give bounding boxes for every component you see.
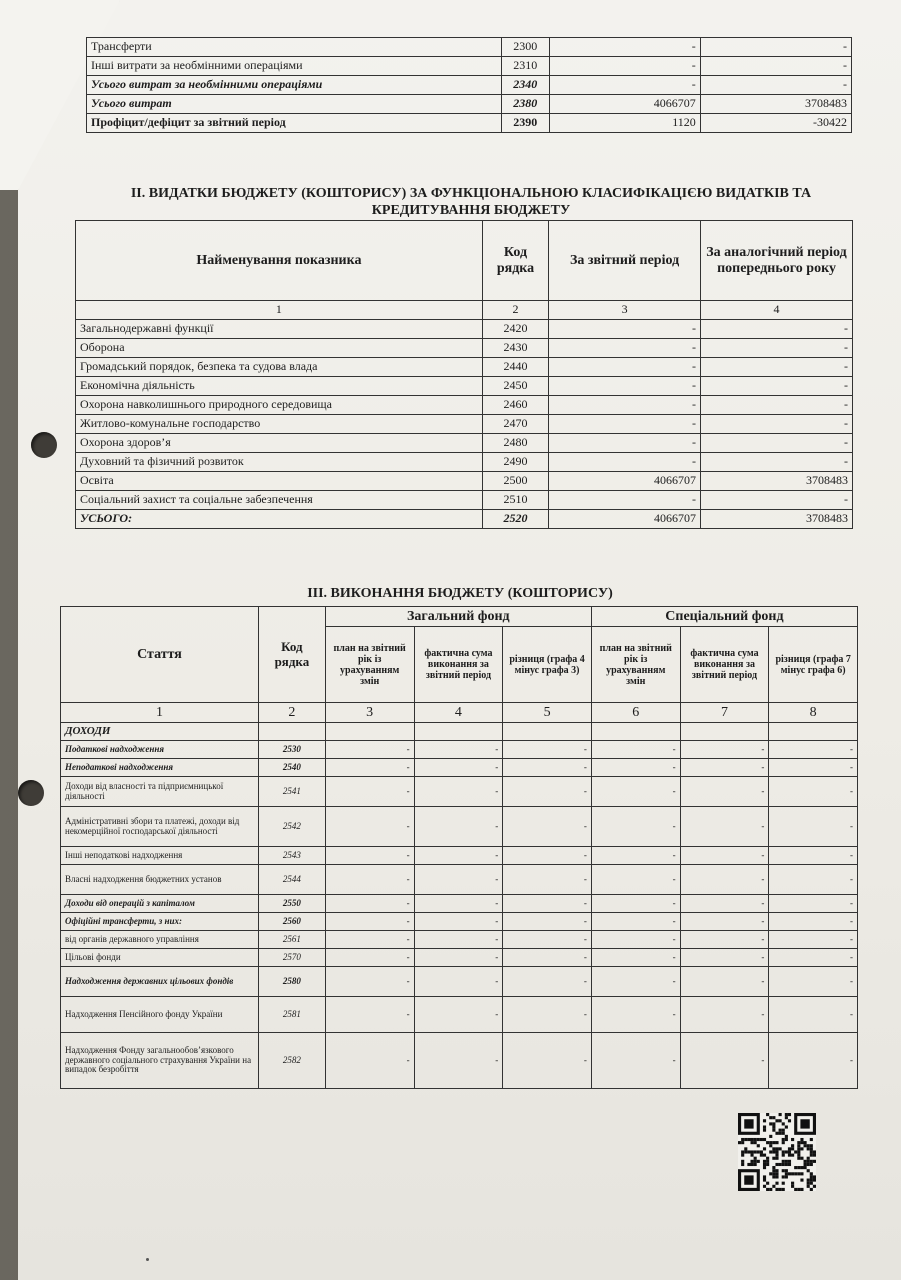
- cell-value: -: [591, 807, 680, 847]
- table-row: [61, 931, 858, 949]
- cell-code: 2470: [482, 415, 548, 434]
- cell-name: Оборона: [76, 339, 483, 358]
- table-row: [87, 95, 852, 114]
- cell-article: від органів державного управління: [61, 931, 259, 949]
- cell-name: Профіцит/дефіцит за звітний період: [87, 114, 502, 133]
- cell-value: -: [591, 759, 680, 777]
- colnum: 3: [549, 301, 701, 320]
- header-diff-special: різниця (графа 7 мінус графа 6): [769, 627, 858, 703]
- cell-value: -: [503, 931, 592, 949]
- cell-value: -: [591, 913, 680, 931]
- cell-value: -: [325, 949, 414, 967]
- cell-prev: -: [701, 320, 853, 339]
- cell-name: Духовний та фізичний розвиток: [76, 453, 483, 472]
- header-plan-special: план на звітний рік із урахуванням змін: [591, 627, 680, 703]
- qr-code: [738, 1111, 816, 1193]
- cell-value: -: [325, 741, 414, 759]
- cell-value: -: [591, 777, 680, 807]
- colnum: 6: [591, 703, 680, 723]
- cell-value: -: [325, 997, 414, 1033]
- cell-value: -: [503, 759, 592, 777]
- table-row: [87, 76, 852, 95]
- cell-cur: -: [549, 38, 700, 57]
- colnum: 1: [61, 703, 259, 723]
- table-row: [61, 807, 858, 847]
- cell-code: 2544: [259, 865, 326, 895]
- cell-value: -: [325, 913, 414, 931]
- cell-cur: -: [549, 377, 701, 396]
- table-row: [76, 434, 853, 453]
- cell-code: 2543: [259, 847, 326, 865]
- table-row: [61, 967, 858, 997]
- header-name: Найменування показника: [76, 221, 483, 301]
- cell-prev: -: [701, 415, 853, 434]
- cell-code: 2310: [501, 57, 549, 76]
- cell-code: 2460: [482, 396, 548, 415]
- table-row: [61, 847, 858, 865]
- cell-value: -: [769, 949, 858, 967]
- punch-hole-top: [31, 432, 57, 458]
- cell-cur: -: [549, 415, 701, 434]
- cell-value: -: [414, 865, 503, 895]
- cell-value: -: [414, 1033, 503, 1089]
- cell-value: -: [591, 865, 680, 895]
- cell-cur: 1120: [549, 114, 700, 133]
- cell-value: -: [414, 949, 503, 967]
- cell-value: -: [680, 741, 769, 759]
- cell-value: -: [591, 895, 680, 913]
- total-row: [76, 510, 853, 529]
- cell-prev: 3708483: [701, 472, 853, 491]
- cell-value: -: [591, 997, 680, 1033]
- cell-value: -: [503, 949, 592, 967]
- cell-value: -: [503, 997, 592, 1033]
- cell-value: -: [680, 913, 769, 931]
- colnum: 4: [414, 703, 503, 723]
- cell-value: -: [325, 895, 414, 913]
- cell-value: -: [591, 741, 680, 759]
- cell-value: -: [325, 777, 414, 807]
- header-previous: За аналогічний період попереднього року: [701, 221, 853, 301]
- cell-value: -: [680, 967, 769, 997]
- cell-prev: -: [700, 76, 851, 95]
- cell-name: Загальнодержавні функції: [76, 320, 483, 339]
- cell-code: 2561: [259, 931, 326, 949]
- cell-name: Охорона здоров’я: [76, 434, 483, 453]
- cell-value: -: [414, 807, 503, 847]
- speck: [146, 1258, 149, 1261]
- cell-code: 2530: [259, 741, 326, 759]
- cell-value: -: [680, 807, 769, 847]
- colnum: 5: [503, 703, 592, 723]
- cell-code: 2390: [501, 114, 549, 133]
- cell-cur: -: [549, 434, 701, 453]
- cell-article: Податкові надходження: [61, 741, 259, 759]
- cell-article: Цільові фонди: [61, 949, 259, 967]
- colnum: 2: [259, 703, 326, 723]
- cell-value: -: [414, 847, 503, 865]
- cell-value: -: [680, 847, 769, 865]
- cell-name: Громадський порядок, безпека та судова влада: [76, 358, 483, 377]
- table-row: [61, 741, 858, 759]
- header-diff-general: різниця (графа 4 мінус графа 3): [503, 627, 592, 703]
- cell-code: 2570: [259, 949, 326, 967]
- header-current: За звітний період: [549, 221, 701, 301]
- cell-value: -: [680, 777, 769, 807]
- table-row: [61, 865, 858, 895]
- cell-value: -: [503, 777, 592, 807]
- cell-value: -: [680, 865, 769, 895]
- cell-prev: -30422: [700, 114, 851, 133]
- budget-execution-table: [60, 606, 858, 1089]
- cell-value: -: [503, 1033, 592, 1089]
- cell-article: Доходи від операцій з капіталом: [61, 895, 259, 913]
- cell-value: -: [503, 847, 592, 865]
- cell-code: 2380: [501, 95, 549, 114]
- table-row: [76, 396, 853, 415]
- cell-prev: -: [701, 339, 853, 358]
- cell-value: -: [503, 865, 592, 895]
- cell-value: -: [503, 913, 592, 931]
- cell-code: 2550: [259, 895, 326, 913]
- table-row: [61, 949, 858, 967]
- cell-value: -: [769, 777, 858, 807]
- functional-classification-table: [75, 220, 853, 529]
- cell-code: 2340: [501, 76, 549, 95]
- table-row: [76, 339, 853, 358]
- cell-name: Житлово-комунальне господарство: [76, 415, 483, 434]
- cell-value: -: [769, 865, 858, 895]
- cell-article: Власні надходження бюджетних установ: [61, 865, 259, 895]
- header-code: Код рядка: [259, 607, 326, 703]
- cell-article: Надходження державних цільових фондів: [61, 967, 259, 997]
- colnum: 1: [76, 301, 483, 320]
- expenses-summary-table: [86, 37, 852, 133]
- cell-cur: 4066707: [549, 472, 701, 491]
- table-row: [87, 57, 852, 76]
- table-row: [61, 759, 858, 777]
- cell-prev: -: [701, 453, 853, 472]
- cell-code: 2541: [259, 777, 326, 807]
- cell-value: -: [680, 949, 769, 967]
- table-row: [76, 358, 853, 377]
- cell-name: Трансферти: [87, 38, 502, 57]
- cell-name: Охорона навколишнього природного середовища: [76, 396, 483, 415]
- table-row: [61, 777, 858, 807]
- cell-value: -: [769, 741, 858, 759]
- cell-prev: -: [701, 377, 853, 396]
- cell-cur: -: [549, 339, 701, 358]
- cell-value: -: [325, 759, 414, 777]
- cell-value: -: [769, 759, 858, 777]
- cell-value: -: [680, 997, 769, 1033]
- cell-code: 2540: [259, 759, 326, 777]
- colnum: 2: [482, 301, 548, 320]
- cell-article: Неподаткові надходження: [61, 759, 259, 777]
- cell-code: 2450: [482, 377, 548, 396]
- cell-code: 2580: [259, 967, 326, 997]
- cell-code: 2480: [482, 434, 548, 453]
- cell-value: -: [414, 967, 503, 997]
- cell-cur: -: [549, 491, 701, 510]
- cell-value: -: [325, 931, 414, 949]
- table-row: [76, 491, 853, 510]
- colnum: 4: [701, 301, 853, 320]
- cell-article: Надходження Пенсійного фонду України: [61, 997, 259, 1033]
- cell-value: -: [414, 931, 503, 949]
- table-row: [76, 453, 853, 472]
- cell-cur: -: [549, 76, 700, 95]
- cell-cur: -: [549, 396, 701, 415]
- table-row: [76, 320, 853, 339]
- header-code: Код рядка: [482, 221, 548, 301]
- table-row: [87, 38, 852, 57]
- cell-prev: -: [701, 491, 853, 510]
- cell-cur: 4066707: [549, 95, 700, 114]
- section3-title: ІІІ. ВИКОНАННЯ БЮДЖЕТУ (КОШТОРИСУ): [307, 586, 613, 601]
- section2-title: ІІ. ВИДАТКИ БЮДЖЕТУ (КОШТОРИСУ) ЗА ФУНКЦІОНАЛЬНОЮ КЛАСИФІКАЦІЄЮ ВИДАТКІВ ТА КРЕДИТУВАННЯ БЮДЖЕТУ: [130, 186, 812, 218]
- cell-value: -: [414, 741, 503, 759]
- cell-value: -: [680, 895, 769, 913]
- cell-code: 2510: [482, 491, 548, 510]
- cell-prev: -: [701, 434, 853, 453]
- cell-article: Адміністративні збори та платежі, доходи від некомерційної господарської діяльності: [61, 807, 259, 847]
- header-fact-general: фактична сума виконання за звітний період: [414, 627, 503, 703]
- cell-value: -: [591, 931, 680, 949]
- cell-name: Економічна діяльність: [76, 377, 483, 396]
- cell-value: -: [414, 913, 503, 931]
- cell-article: Офіційні трансферти, з них:: [61, 913, 259, 931]
- cell-value: -: [414, 997, 503, 1033]
- cell-prev: -: [701, 396, 853, 415]
- cell-code: 2300: [501, 38, 549, 57]
- header-special-fund: Спеціальний фонд: [591, 607, 857, 627]
- cell-name: Усього витрат за необмінними операціями: [87, 76, 502, 95]
- table-row: [76, 377, 853, 396]
- cell-cur: -: [549, 453, 701, 472]
- cell-value: -: [769, 913, 858, 931]
- cell-value: -: [769, 1033, 858, 1089]
- cell-code: 2581: [259, 997, 326, 1033]
- header-article: Стаття: [61, 607, 259, 703]
- cell-value: -: [414, 777, 503, 807]
- total-name: УСЬОГО:: [76, 510, 483, 529]
- cell-name: Соціальний захист та соціальне забезпечення: [76, 491, 483, 510]
- cell-value: -: [680, 1033, 769, 1089]
- cell-code: 2542: [259, 807, 326, 847]
- cell-code: 2420: [482, 320, 548, 339]
- cell-article: Надходження Фонду загальнообов’язкового державного соціального страхування України на випадок безробіття: [61, 1033, 259, 1089]
- cell-value: -: [591, 967, 680, 997]
- colnum: 7: [680, 703, 769, 723]
- cell-value: -: [591, 949, 680, 967]
- cell-code: 2430: [482, 339, 548, 358]
- cell-value: -: [325, 1033, 414, 1089]
- cell-value: -: [503, 895, 592, 913]
- cell-value: -: [325, 865, 414, 895]
- cell-value: -: [769, 847, 858, 865]
- cell-code: 2560: [259, 913, 326, 931]
- cell-value: -: [414, 895, 503, 913]
- cell-article: Доходи від власності та підприємницької діяльності: [61, 777, 259, 807]
- cell-value: -: [769, 997, 858, 1033]
- cell-value: -: [769, 931, 858, 949]
- cell-name: Усього витрат: [87, 95, 502, 114]
- cell-name: Інші витрати за необмінними операціями: [87, 57, 502, 76]
- table-row: [76, 472, 853, 491]
- cell-value: -: [680, 759, 769, 777]
- header-plan-general: план на звітний рік із урахуванням змін: [325, 627, 414, 703]
- cell-value: -: [591, 1033, 680, 1089]
- cell-prev: -: [701, 358, 853, 377]
- total-prev: 3708483: [701, 510, 853, 529]
- cell-value: -: [503, 967, 592, 997]
- cell-name: Освіта: [76, 472, 483, 491]
- total-code: 2520: [482, 510, 548, 529]
- header-general-fund: Загальний фонд: [325, 607, 591, 627]
- cell-prev: -: [700, 38, 851, 57]
- table-row: [87, 114, 852, 133]
- cell-code: 2440: [482, 358, 548, 377]
- cell-prev: -: [700, 57, 851, 76]
- punch-hole-bottom: [18, 780, 44, 806]
- cell-value: -: [325, 967, 414, 997]
- cell-cur: -: [549, 320, 701, 339]
- cell-value: -: [769, 807, 858, 847]
- cell-value: -: [414, 759, 503, 777]
- cell-cur: -: [549, 358, 701, 377]
- header-fact-special: фактична сума виконання за звітний період: [680, 627, 769, 703]
- colnum: 3: [325, 703, 414, 723]
- cell-value: -: [769, 967, 858, 997]
- cell-value: -: [769, 895, 858, 913]
- cell-prev: 3708483: [700, 95, 851, 114]
- cell-code: 2582: [259, 1033, 326, 1089]
- cell-value: -: [680, 931, 769, 949]
- cell-value: -: [503, 741, 592, 759]
- cell-value: -: [325, 847, 414, 865]
- cell-article: Інші неподаткові надходження: [61, 847, 259, 865]
- table-row: [61, 895, 858, 913]
- colnum: 8: [769, 703, 858, 723]
- table-row: [61, 997, 858, 1033]
- cell-value: -: [325, 807, 414, 847]
- total-cur: 4066707: [549, 510, 701, 529]
- cell-value: -: [591, 847, 680, 865]
- cell-value: -: [503, 807, 592, 847]
- table-row: [61, 913, 858, 931]
- cell-code: 2500: [482, 472, 548, 491]
- table-row: [61, 1033, 858, 1089]
- section-label: ДОХОДИ: [61, 723, 259, 741]
- cell-code: 2490: [482, 453, 548, 472]
- table-row: [76, 415, 853, 434]
- cell-cur: -: [549, 57, 700, 76]
